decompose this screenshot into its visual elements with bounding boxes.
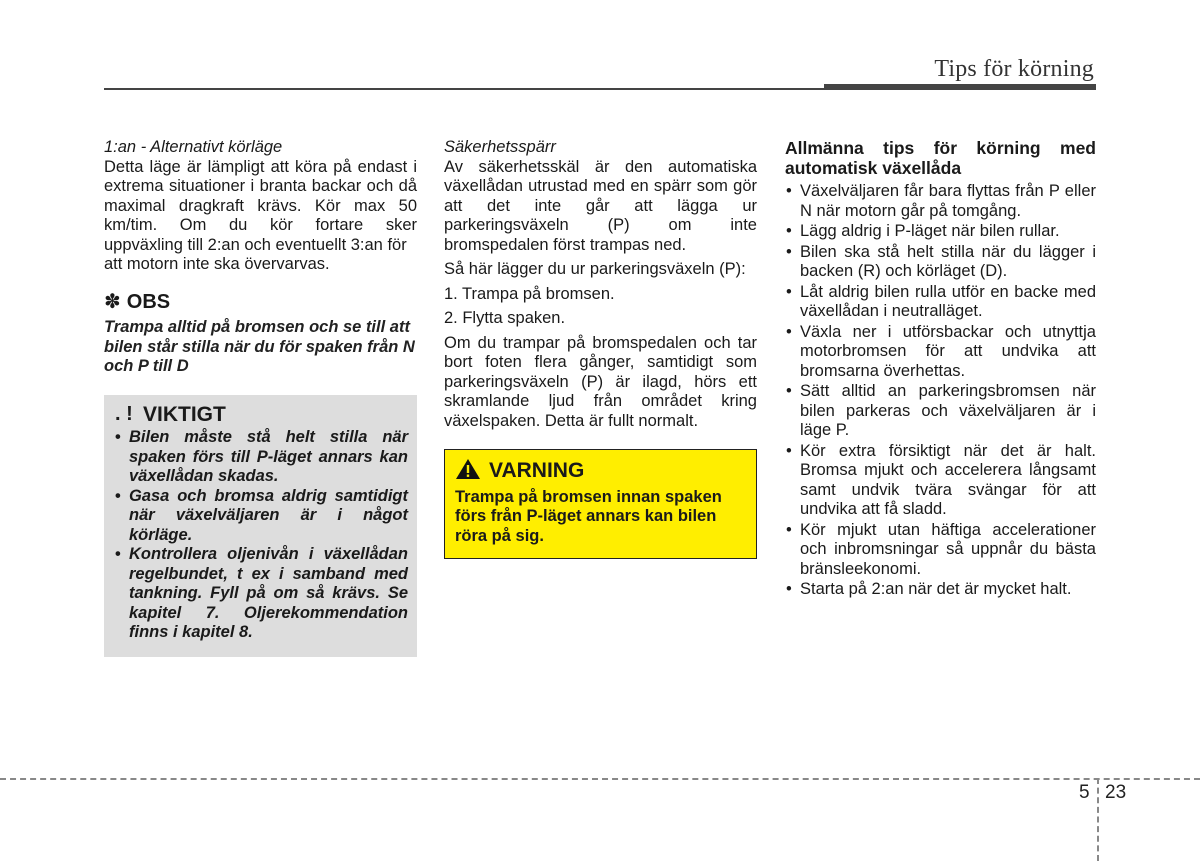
tips-item: • Sätt alltid an parkeringsbromsen när bilen parkeras och växelväljaren är i läge P. <box>785 382 1096 441</box>
tips-item: • Växla ner i utförsbackar och utnyttja motorbromsen för att undvika att bromsarna överhettas. <box>785 323 1096 382</box>
tips-item: • Låt aldrig bilen rulla utför en backe med växellådan i neutralläget. <box>785 283 1096 322</box>
varning-heading <box>455 458 746 484</box>
varning-title: VARNING <box>489 459 585 482</box>
tips-item: • Starta på 2:an när det är mycket halt. <box>785 580 1096 600</box>
obs-title: OBS <box>126 290 171 313</box>
header-title: Tips för körning <box>934 56 1094 82</box>
viktigt-item: • Kontrollera oljenivån i växellådan regelbundet, t ex i samband med tankning. Fyll på om så krävs. Se kapitel 7. Oljerekommendation finns i kapitel 8. <box>115 545 408 643</box>
sub-heading-safety-lock: Säkerhetsspärr <box>444 138 556 156</box>
tips-item: • Kör mjukt utan häftiga accelerationer och inbromsningar så uppnår du bästa bränsleekonomi. <box>785 521 1096 580</box>
tips-item: • Kör extra försiktigt när det är halt. Bromsa mjukt och accelerera långsamt samt undvik tvära svängar för att undvika att få sladd. <box>785 442 1096 520</box>
obs-text: Trampa alltid på bromsen och se till att bilen står stilla när du för spaken från N och P till D <box>104 318 415 375</box>
viktigt-item: • Bilen måste stå helt stilla när spaken förs till P-läget annars kan växellådan skadas. <box>115 428 408 487</box>
viktigt-box <box>104 395 417 657</box>
paragraph-alt-mode-cont: uppväxling till 2:an och eventuellt 3:an för att motorn inte ska övervarvas. <box>104 235 407 273</box>
varning-text: Trampa på bromsen innan spaken förs från P-läget annars kan bilen röra på sig. <box>455 487 722 545</box>
column-middle <box>444 138 757 559</box>
tips-item: • Lägg aldrig i P-läget när bilen rullar. <box>785 222 1096 242</box>
sub-heading-alt-mode: 1:an - Alternativt körläge <box>104 138 283 156</box>
tips-heading: Allmänna tips för körning med automatisk växellåda <box>785 138 1096 178</box>
viktigt-list <box>115 428 408 643</box>
paragraph-rattle: Om du trampar på bromspedalen och tar bort foten flera gånger, samtidigt som parkeringsväxeln (P) är ilagd, hörs ett skramlande ljud från området kring växelspaken. Detta är fullt normalt. <box>444 333 757 430</box>
paragraph-alt-mode: Detta läge är lämpligt att köra på endast i extrema situationer i branta backar och då maximal dragkraft krävs. Kör max 50 km/tim. Om du kör fortare sker <box>104 157 417 234</box>
column-left <box>104 138 417 657</box>
tips-list <box>785 182 1096 600</box>
viktigt-heading <box>115 402 408 426</box>
exclamation-icon: . ! <box>115 402 133 425</box>
column-right <box>785 138 1096 601</box>
step-2: 2. Flytta spaken. <box>444 309 566 327</box>
section-number: 5 <box>1079 782 1090 803</box>
varning-box <box>444 449 757 559</box>
footer-divider <box>0 778 1200 780</box>
step-1: 1. Trampa på bromsen. <box>444 284 615 303</box>
viktigt-title: VIKTIGT <box>143 402 226 426</box>
warning-triangle-icon <box>455 458 481 484</box>
footer-vertical-divider <box>1097 778 1099 861</box>
paragraph-safety-lock: Av säkerhetsskäl är den automatiska växellådan utrustad med en spärr som gör att det inte går att lägga ur parkeringsväxeln (P) om inte bromspedalen först trampas ned. <box>444 157 757 254</box>
page-number: 23 <box>1105 782 1127 803</box>
asterisk-icon: ✽ <box>104 290 121 313</box>
tips-item: • Växelväljaren får bara flyttas från P eller N när motorn går på tomgång. <box>785 182 1096 221</box>
tips-item: • Bilen ska stå helt stilla när du lägger i backen (R) och körläget (D). <box>785 243 1096 282</box>
obs-heading <box>104 290 417 313</box>
paragraph-how-to: Så här lägger du ur parkeringsväxeln (P): <box>444 260 746 278</box>
viktigt-item: • Gasa och bromsa aldrig samtidigt när växelväljaren är i något körläge. <box>115 487 408 546</box>
header-rule-accent <box>824 84 1096 90</box>
